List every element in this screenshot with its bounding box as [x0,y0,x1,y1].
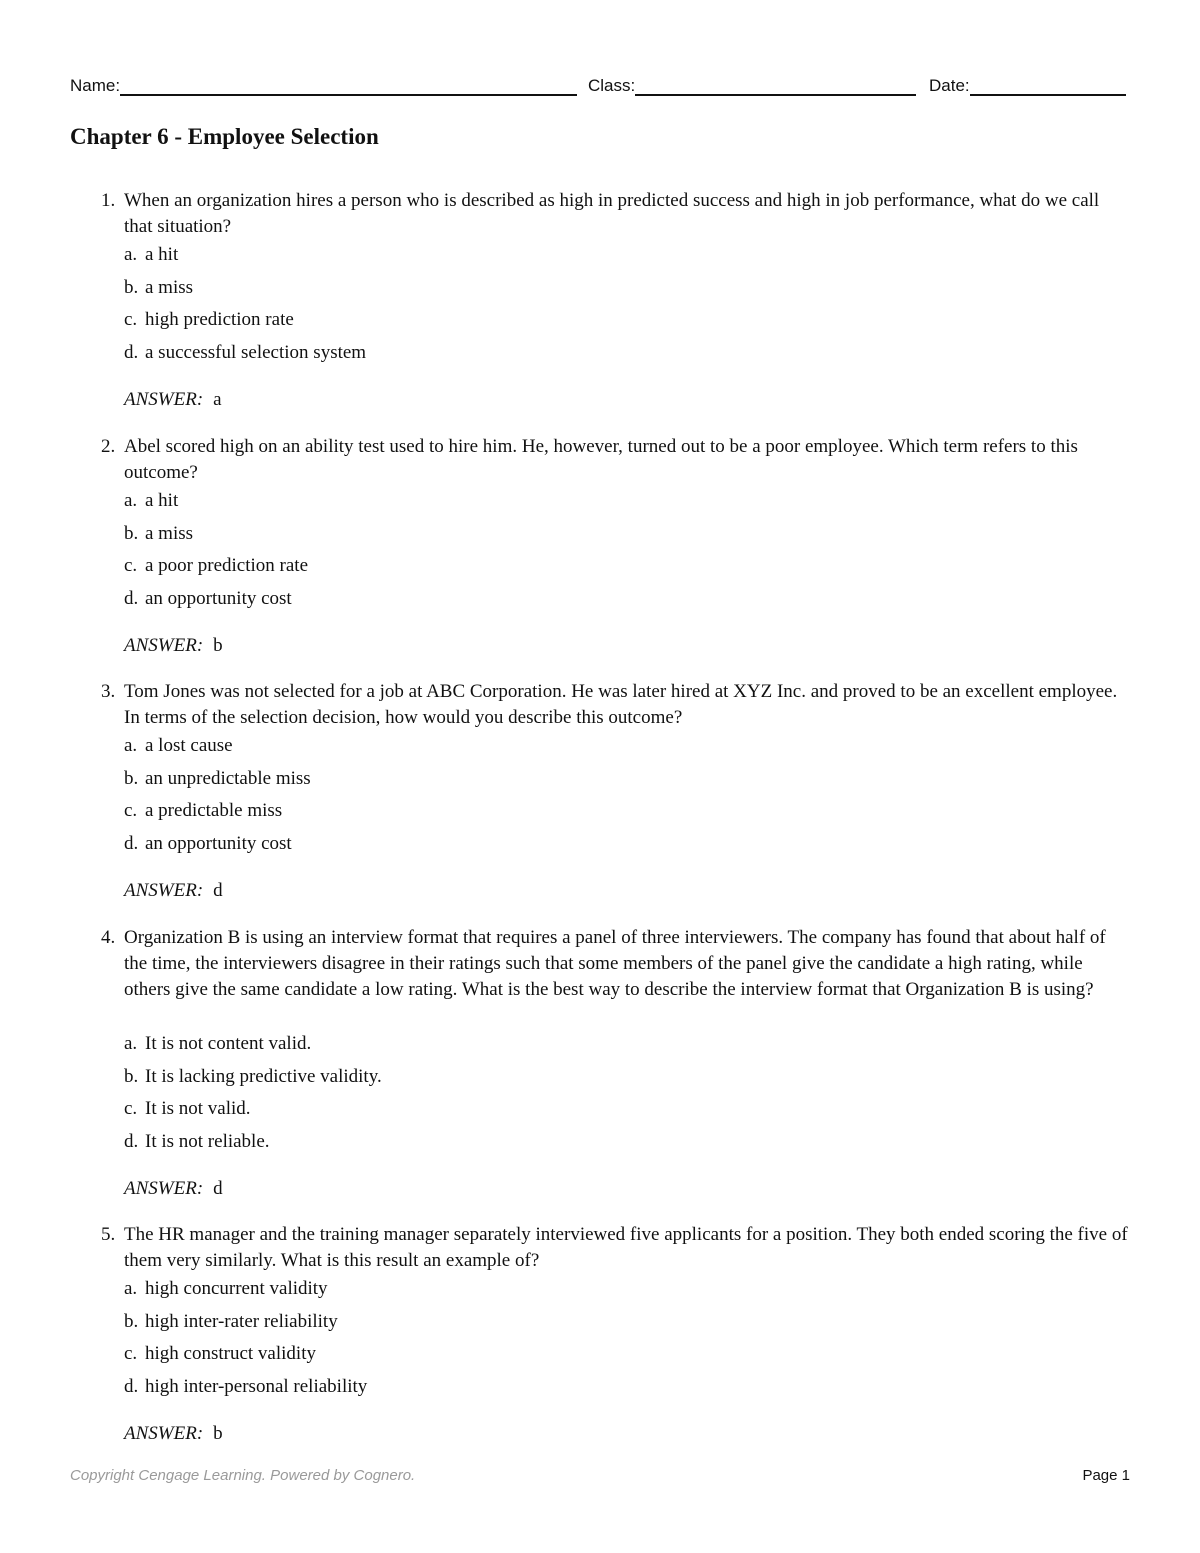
page-number: Page 1 [1082,1467,1130,1484]
option-letter: a. [124,735,138,756]
option-text: high prediction rate [145,309,294,330]
answer-option [124,1031,311,1057]
copyright-notice: Copyright Cengage Learning. Powered by Cognero. [70,1467,416,1484]
option-text: a hit [145,490,179,511]
option-text: high inter-rater reliability [145,1310,338,1332]
option-text: a successful selection system [145,341,367,363]
option-letter: d. [124,587,139,609]
answer-option [124,488,178,514]
question-stem [101,925,1131,1003]
answer-key [124,1176,223,1202]
question-text: Abel scored high on an ability test used to hire him. He, however, turned out to be a poor employee. Which term refers to this outcome? [124,436,1078,483]
answer-option [124,1309,338,1335]
answer-option [124,1374,367,1400]
option-text: a poor prediction rate [145,555,309,576]
answer-option [124,733,233,759]
answer-key [124,633,223,659]
answer-option [124,1129,270,1155]
date-field[interactable] [929,72,1126,96]
option-letter: b. [124,1310,139,1332]
answer-label: ANSWER: [124,634,204,656]
date-blank-line[interactable] [970,74,1126,96]
page-title: Chapter 6 - Employee Selection [70,124,379,149]
student-info-header [70,72,1130,98]
question-stem [101,1222,1131,1274]
answer-label: ANSWER: [124,388,204,410]
question-text: Tom Jones was not selected for a job at ABC Corporation. He was later hired at XYZ Inc. and proved to be an excellent employee. In terms of the selection decision, how would you describe this outcome? [124,681,1118,728]
option-letter: a. [124,1278,138,1299]
answer-option [124,553,308,579]
option-letter: c. [124,1343,138,1364]
option-text: It is not content valid. [145,1033,312,1054]
answer-value: d [213,1177,223,1199]
answer-value: a [213,388,222,410]
question-stem [101,434,1131,486]
option-letter: a. [124,244,138,265]
option-text: high inter-personal reliability [145,1375,368,1397]
question-text: The HR manager and the training manager separately interviewed five applicants for a position. They both ended scoring the five of them very similarly. What is this result an example of? [124,1224,1128,1271]
answer-option [124,766,311,792]
question-number: 3. [101,681,116,702]
option-letter: d. [124,1130,139,1152]
answer-option [124,275,193,301]
option-text: an unpredictable miss [145,767,311,789]
answer-option [124,307,294,333]
answer-value: b [213,1422,223,1444]
option-text: a miss [145,522,194,544]
question-text: Organization B is using an interview format that requires a panel of three interviewers. The company has found that about half of the time, the interviewers disagree in their ratings such that some members of the panel give the candidate a high rating, while others give the same candidate a low rating. What is the best way to describe the interview format that Organization B is using? [124,927,1106,1000]
date-label: Date: [929,76,970,95]
name-field[interactable] [70,72,577,96]
answer-value: b [213,634,223,656]
option-text: high construct validity [145,1343,316,1364]
question-stem [101,188,1131,240]
answer-option [124,1096,251,1122]
answer-option [124,831,292,857]
answer-value: d [213,879,223,901]
option-text: It is not reliable. [145,1130,270,1152]
option-text: an opportunity cost [145,832,292,854]
question-text: When an organization hires a person who is described as high in predicted success and high in job performance, what do we call that situation? [124,190,1100,237]
answer-option [124,1064,382,1090]
option-text: a lost cause [145,735,233,756]
option-letter: d. [124,341,139,363]
question-number: 5. [101,1224,116,1245]
option-text: It is lacking predictive validity. [145,1065,382,1087]
answer-key [124,1421,223,1447]
option-letter: b. [124,1065,139,1087]
answer-key [124,387,222,413]
option-text: a hit [145,244,179,265]
option-letter: a. [124,490,138,511]
option-letter: c. [124,1098,138,1119]
answer-label: ANSWER: [124,1422,204,1444]
class-field[interactable] [588,72,916,96]
name-blank-line[interactable] [120,74,577,96]
name-label: Name: [70,76,121,95]
question-number: 4. [101,927,116,948]
class-blank-line[interactable] [635,74,916,96]
answer-option [124,340,366,366]
answer-option [124,521,193,547]
answer-option [124,1276,328,1302]
option-letter: c. [124,309,138,330]
answer-label: ANSWER: [124,879,204,901]
option-text: an opportunity cost [145,587,292,609]
option-text: a predictable miss [145,800,283,821]
option-letter: d. [124,1375,139,1397]
option-text: It is not valid. [145,1098,251,1119]
answer-label: ANSWER: [124,1177,204,1199]
answer-option [124,798,282,824]
option-letter: a. [124,1033,138,1054]
question-number: 1. [101,190,116,211]
option-letter: c. [124,555,138,576]
option-letter: b. [124,276,139,298]
option-letter: c. [124,800,138,821]
answer-option [124,242,178,268]
option-letter: b. [124,522,139,544]
option-letter: b. [124,767,139,789]
class-label: Class: [588,76,636,95]
answer-key [124,878,223,904]
option-letter: d. [124,832,139,854]
answer-option [124,1341,316,1367]
option-text: high concurrent validity [145,1278,328,1299]
answer-option [124,586,292,612]
question-stem [101,679,1131,731]
question-number: 2. [101,436,116,457]
option-text: a miss [145,276,194,298]
